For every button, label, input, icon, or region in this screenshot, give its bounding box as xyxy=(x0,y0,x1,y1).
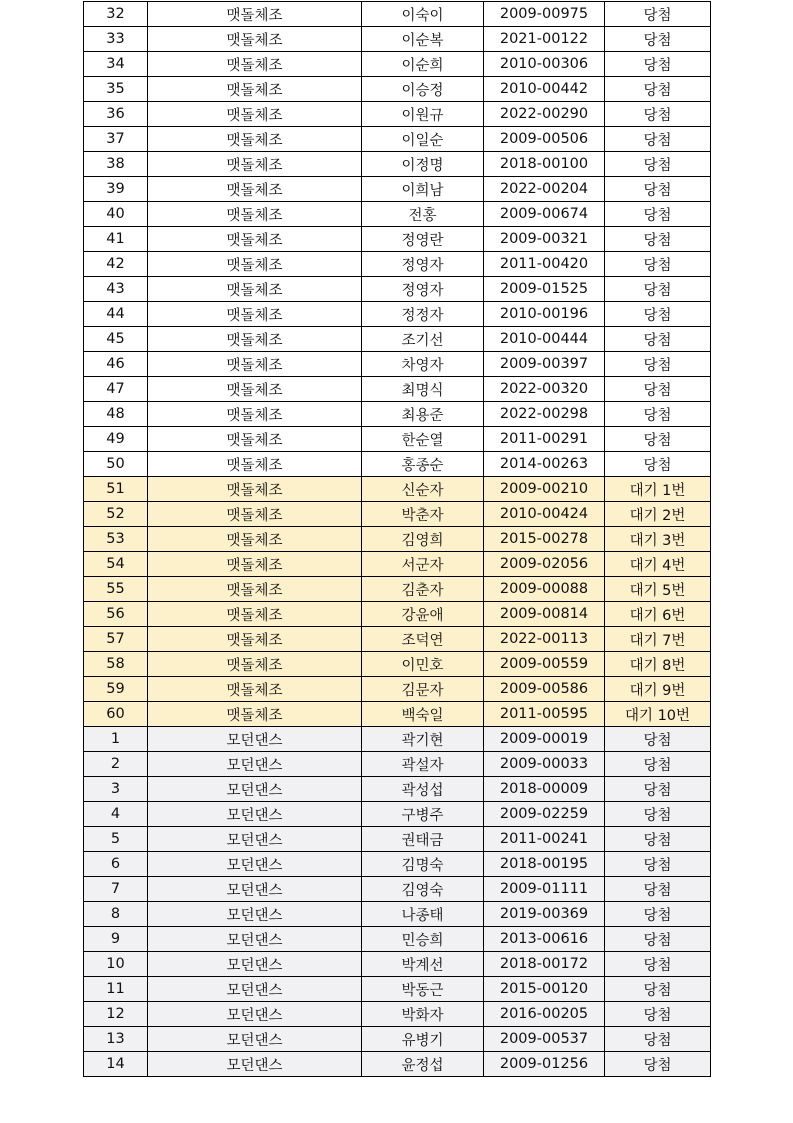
program-name: 맷돌체조 xyxy=(148,227,362,252)
table-row xyxy=(84,377,711,402)
member-id: 2018-00100 xyxy=(484,152,605,177)
member-id: 2010-00196 xyxy=(484,302,605,327)
member-id: 2009-00814 xyxy=(484,602,605,627)
member-name: 이승정 xyxy=(362,77,484,102)
table-row xyxy=(84,277,711,302)
program-name: 맷돌체조 xyxy=(148,502,362,527)
table-row xyxy=(84,327,711,352)
member-id: 2009-00537 xyxy=(484,1027,605,1052)
program-name: 맷돌체조 xyxy=(148,102,362,127)
member-name: 정영자 xyxy=(362,252,484,277)
program-name: 맷돌체조 xyxy=(148,52,362,77)
table-row xyxy=(84,177,711,202)
table-row xyxy=(84,627,711,652)
row-number: 52 xyxy=(84,502,148,527)
row-number: 53 xyxy=(84,527,148,552)
program-name: 맷돌체조 xyxy=(148,202,362,227)
row-number: 36 xyxy=(84,102,148,127)
table-row xyxy=(84,852,711,877)
member-id: 2009-01256 xyxy=(484,1052,605,1077)
row-number: 12 xyxy=(84,1002,148,1027)
draw-result: 당첨 xyxy=(605,352,711,377)
table-row xyxy=(84,977,711,1002)
member-id: 2009-00975 xyxy=(484,2,605,27)
table-row xyxy=(84,602,711,627)
member-id: 2009-00506 xyxy=(484,127,605,152)
program-name: 모던댄스 xyxy=(148,877,362,902)
member-name: 곽기현 xyxy=(362,727,484,752)
member-name: 박춘자 xyxy=(362,502,484,527)
table-row xyxy=(84,702,711,727)
row-number: 48 xyxy=(84,402,148,427)
member-id: 2010-00444 xyxy=(484,327,605,352)
table-row xyxy=(84,927,711,952)
row-number: 56 xyxy=(84,602,148,627)
row-number: 13 xyxy=(84,1027,148,1052)
row-number: 7 xyxy=(84,877,148,902)
member-name: 강윤애 xyxy=(362,602,484,627)
member-id: 2022-00113 xyxy=(484,627,605,652)
program-name: 맷돌체조 xyxy=(148,127,362,152)
table-row xyxy=(84,2,711,27)
draw-result: 당첨 xyxy=(605,927,711,952)
member-id: 2016-00205 xyxy=(484,1002,605,1027)
row-number: 14 xyxy=(84,1052,148,1077)
member-id: 2009-00559 xyxy=(484,652,605,677)
member-name: 차영자 xyxy=(362,352,484,377)
row-number: 3 xyxy=(84,777,148,802)
table-row xyxy=(84,802,711,827)
member-id: 2019-00369 xyxy=(484,902,605,927)
member-name: 최명식 xyxy=(362,377,484,402)
draw-result: 당첨 xyxy=(605,902,711,927)
row-number: 50 xyxy=(84,452,148,477)
table-row xyxy=(84,202,711,227)
row-number: 55 xyxy=(84,577,148,602)
draw-result: 당첨 xyxy=(605,77,711,102)
draw-result: 대기 4번 xyxy=(605,552,711,577)
draw-result: 당첨 xyxy=(605,177,711,202)
row-number: 42 xyxy=(84,252,148,277)
draw-result: 당첨 xyxy=(605,452,711,477)
member-name: 김춘자 xyxy=(362,577,484,602)
table-row xyxy=(84,302,711,327)
draw-result: 대기 3번 xyxy=(605,527,711,552)
row-number: 40 xyxy=(84,202,148,227)
row-number: 39 xyxy=(84,177,148,202)
draw-result: 당첨 xyxy=(605,327,711,352)
member-id: 2009-00674 xyxy=(484,202,605,227)
table-row xyxy=(84,1052,711,1077)
member-id: 2009-00586 xyxy=(484,677,605,702)
draw-result: 당첨 xyxy=(605,27,711,52)
member-name: 이순복 xyxy=(362,27,484,52)
program-name: 맷돌체조 xyxy=(148,77,362,102)
table-row xyxy=(84,677,711,702)
row-number: 35 xyxy=(84,77,148,102)
row-number: 41 xyxy=(84,227,148,252)
row-number: 34 xyxy=(84,52,148,77)
program-name: 맷돌체조 xyxy=(148,177,362,202)
row-number: 57 xyxy=(84,627,148,652)
table-row xyxy=(84,27,711,52)
program-name: 맷돌체조 xyxy=(148,602,362,627)
program-name: 맷돌체조 xyxy=(148,652,362,677)
member-id: 2009-00019 xyxy=(484,727,605,752)
member-id: 2009-00397 xyxy=(484,352,605,377)
member-id: 2011-00291 xyxy=(484,427,605,452)
table-row xyxy=(84,527,711,552)
program-name: 맷돌체조 xyxy=(148,277,362,302)
program-name: 모던댄스 xyxy=(148,952,362,977)
draw-result: 당첨 xyxy=(605,802,711,827)
member-name: 박화자 xyxy=(362,1002,484,1027)
draw-result: 대기 10번 xyxy=(605,702,711,727)
table-row xyxy=(84,727,711,752)
program-name: 모던댄스 xyxy=(148,752,362,777)
program-name: 맷돌체조 xyxy=(148,152,362,177)
program-name: 모던댄스 xyxy=(148,1002,362,1027)
program-name: 맷돌체조 xyxy=(148,2,362,27)
program-name: 모던댄스 xyxy=(148,852,362,877)
program-name: 모던댄스 xyxy=(148,777,362,802)
member-id: 2009-00321 xyxy=(484,227,605,252)
row-number: 1 xyxy=(84,727,148,752)
table-row xyxy=(84,152,711,177)
row-number: 44 xyxy=(84,302,148,327)
program-name: 맷돌체조 xyxy=(148,452,362,477)
table-row xyxy=(84,902,711,927)
row-number: 2 xyxy=(84,752,148,777)
row-number: 45 xyxy=(84,327,148,352)
member-name: 곽설자 xyxy=(362,752,484,777)
member-name: 한순열 xyxy=(362,427,484,452)
program-name: 맷돌체조 xyxy=(148,577,362,602)
draw-result: 대기 2번 xyxy=(605,502,711,527)
program-name: 맷돌체조 xyxy=(148,702,362,727)
draw-result: 당첨 xyxy=(605,202,711,227)
program-name: 모던댄스 xyxy=(148,1027,362,1052)
member-id: 2011-00420 xyxy=(484,252,605,277)
draw-result: 당첨 xyxy=(605,102,711,127)
member-name: 정정자 xyxy=(362,302,484,327)
row-number: 11 xyxy=(84,977,148,1002)
program-name: 맷돌체조 xyxy=(148,252,362,277)
program-name: 모던댄스 xyxy=(148,902,362,927)
member-id: 2015-00120 xyxy=(484,977,605,1002)
row-number: 10 xyxy=(84,952,148,977)
program-name: 모던댄스 xyxy=(148,977,362,1002)
member-id: 2021-00122 xyxy=(484,27,605,52)
member-id: 2010-00424 xyxy=(484,502,605,527)
member-name: 김문자 xyxy=(362,677,484,702)
member-id: 2009-02259 xyxy=(484,802,605,827)
row-number: 37 xyxy=(84,127,148,152)
table-row xyxy=(84,102,711,127)
row-number: 47 xyxy=(84,377,148,402)
member-name: 이희남 xyxy=(362,177,484,202)
member-id: 2009-02056 xyxy=(484,552,605,577)
program-name: 맷돌체조 xyxy=(148,327,362,352)
member-name: 이원규 xyxy=(362,102,484,127)
member-id: 2009-01111 xyxy=(484,877,605,902)
member-name: 백숙일 xyxy=(362,702,484,727)
member-id: 2009-00210 xyxy=(484,477,605,502)
member-name: 이순희 xyxy=(362,52,484,77)
table-row xyxy=(84,452,711,477)
member-name: 박동근 xyxy=(362,977,484,1002)
member-id: 2018-00195 xyxy=(484,852,605,877)
member-id: 2014-00263 xyxy=(484,452,605,477)
program-name: 맷돌체조 xyxy=(148,427,362,452)
member-name: 유병기 xyxy=(362,1027,484,1052)
table-row xyxy=(84,477,711,502)
row-number: 46 xyxy=(84,352,148,377)
draw-result: 당첨 xyxy=(605,52,711,77)
member-name: 이숙이 xyxy=(362,2,484,27)
member-id: 2015-00278 xyxy=(484,527,605,552)
lottery-result-table xyxy=(83,1,711,1077)
table-row xyxy=(84,52,711,77)
row-number: 4 xyxy=(84,802,148,827)
member-name: 이일순 xyxy=(362,127,484,152)
row-number: 59 xyxy=(84,677,148,702)
draw-result: 당첨 xyxy=(605,377,711,402)
draw-result: 당첨 xyxy=(605,402,711,427)
draw-result: 당첨 xyxy=(605,877,711,902)
program-name: 모던댄스 xyxy=(148,1052,362,1077)
member-id: 2018-00009 xyxy=(484,777,605,802)
table-row xyxy=(84,1027,711,1052)
draw-result: 대기 1번 xyxy=(605,477,711,502)
draw-result: 대기 6번 xyxy=(605,602,711,627)
member-id: 2011-00595 xyxy=(484,702,605,727)
draw-result: 당첨 xyxy=(605,127,711,152)
table-row xyxy=(84,502,711,527)
program-name: 모던댄스 xyxy=(148,827,362,852)
member-id: 2022-00320 xyxy=(484,377,605,402)
draw-result: 당첨 xyxy=(605,952,711,977)
member-name: 조덕연 xyxy=(362,627,484,652)
program-name: 맷돌체조 xyxy=(148,527,362,552)
program-name: 맷돌체조 xyxy=(148,377,362,402)
table-row xyxy=(84,877,711,902)
member-id: 2011-00241 xyxy=(484,827,605,852)
row-number: 51 xyxy=(84,477,148,502)
program-name: 모던댄스 xyxy=(148,927,362,952)
member-id: 2013-00616 xyxy=(484,927,605,952)
member-id: 2022-00290 xyxy=(484,102,605,127)
member-name: 홍종순 xyxy=(362,452,484,477)
draw-result: 대기 5번 xyxy=(605,577,711,602)
row-number: 49 xyxy=(84,427,148,452)
draw-result: 당첨 xyxy=(605,727,711,752)
draw-result: 당첨 xyxy=(605,152,711,177)
program-name: 맷돌체조 xyxy=(148,552,362,577)
program-name: 맷돌체조 xyxy=(148,677,362,702)
row-number: 60 xyxy=(84,702,148,727)
table-row xyxy=(84,427,711,452)
member-name: 김명숙 xyxy=(362,852,484,877)
row-number: 58 xyxy=(84,652,148,677)
member-name: 조기선 xyxy=(362,327,484,352)
draw-result: 당첨 xyxy=(605,302,711,327)
table-row xyxy=(84,752,711,777)
member-name: 박계선 xyxy=(362,952,484,977)
draw-result: 당첨 xyxy=(605,1027,711,1052)
table-row xyxy=(84,1002,711,1027)
draw-result: 당첨 xyxy=(605,1052,711,1077)
member-id: 2010-00442 xyxy=(484,77,605,102)
draw-result: 대기 8번 xyxy=(605,652,711,677)
member-name: 나종태 xyxy=(362,902,484,927)
draw-result: 당첨 xyxy=(605,227,711,252)
member-name: 이민호 xyxy=(362,652,484,677)
draw-result: 당첨 xyxy=(605,2,711,27)
member-name: 윤정섭 xyxy=(362,1052,484,1077)
row-number: 5 xyxy=(84,827,148,852)
draw-result: 당첨 xyxy=(605,827,711,852)
program-name: 맷돌체조 xyxy=(148,402,362,427)
row-number: 43 xyxy=(84,277,148,302)
draw-result: 당첨 xyxy=(605,1002,711,1027)
member-name: 김영숙 xyxy=(362,877,484,902)
member-name: 곽성섭 xyxy=(362,777,484,802)
member-name: 권태금 xyxy=(362,827,484,852)
member-id: 2009-00088 xyxy=(484,577,605,602)
program-name: 맷돌체조 xyxy=(148,477,362,502)
member-name: 정영자 xyxy=(362,277,484,302)
table-row xyxy=(84,577,711,602)
row-number: 38 xyxy=(84,152,148,177)
member-name: 김영희 xyxy=(362,527,484,552)
draw-result: 대기 9번 xyxy=(605,677,711,702)
program-name: 맷돌체조 xyxy=(148,302,362,327)
program-name: 모던댄스 xyxy=(148,727,362,752)
draw-result: 당첨 xyxy=(605,852,711,877)
table-row xyxy=(84,552,711,577)
draw-result: 당첨 xyxy=(605,277,711,302)
member-id: 2018-00172 xyxy=(484,952,605,977)
draw-result: 당첨 xyxy=(605,252,711,277)
draw-result: 당첨 xyxy=(605,777,711,802)
row-number: 54 xyxy=(84,552,148,577)
member-id: 2009-00033 xyxy=(484,752,605,777)
member-name: 전홍 xyxy=(362,202,484,227)
member-name: 민승희 xyxy=(362,927,484,952)
member-name: 서군자 xyxy=(362,552,484,577)
table-row xyxy=(84,827,711,852)
member-name: 이정명 xyxy=(362,152,484,177)
table-row xyxy=(84,227,711,252)
program-name: 모던댄스 xyxy=(148,802,362,827)
table-row xyxy=(84,252,711,277)
member-id: 2010-00306 xyxy=(484,52,605,77)
table-row xyxy=(84,952,711,977)
table-row xyxy=(84,127,711,152)
row-number: 6 xyxy=(84,852,148,877)
row-number: 8 xyxy=(84,902,148,927)
table-row xyxy=(84,352,711,377)
table-row xyxy=(84,777,711,802)
draw-result: 당첨 xyxy=(605,977,711,1002)
table-row xyxy=(84,402,711,427)
member-name: 신순자 xyxy=(362,477,484,502)
member-name: 구병주 xyxy=(362,802,484,827)
row-number: 9 xyxy=(84,927,148,952)
member-id: 2009-01525 xyxy=(484,277,605,302)
draw-result: 당첨 xyxy=(605,752,711,777)
table-row xyxy=(84,77,711,102)
draw-result: 대기 7번 xyxy=(605,627,711,652)
member-id: 2022-00204 xyxy=(484,177,605,202)
row-number: 32 xyxy=(84,2,148,27)
member-name: 최용준 xyxy=(362,402,484,427)
row-number: 33 xyxy=(84,27,148,52)
member-id: 2022-00298 xyxy=(484,402,605,427)
program-name: 맷돌체조 xyxy=(148,27,362,52)
program-name: 맷돌체조 xyxy=(148,627,362,652)
program-name: 맷돌체조 xyxy=(148,352,362,377)
member-name: 정영란 xyxy=(362,227,484,252)
table-row xyxy=(84,652,711,677)
draw-result: 당첨 xyxy=(605,427,711,452)
